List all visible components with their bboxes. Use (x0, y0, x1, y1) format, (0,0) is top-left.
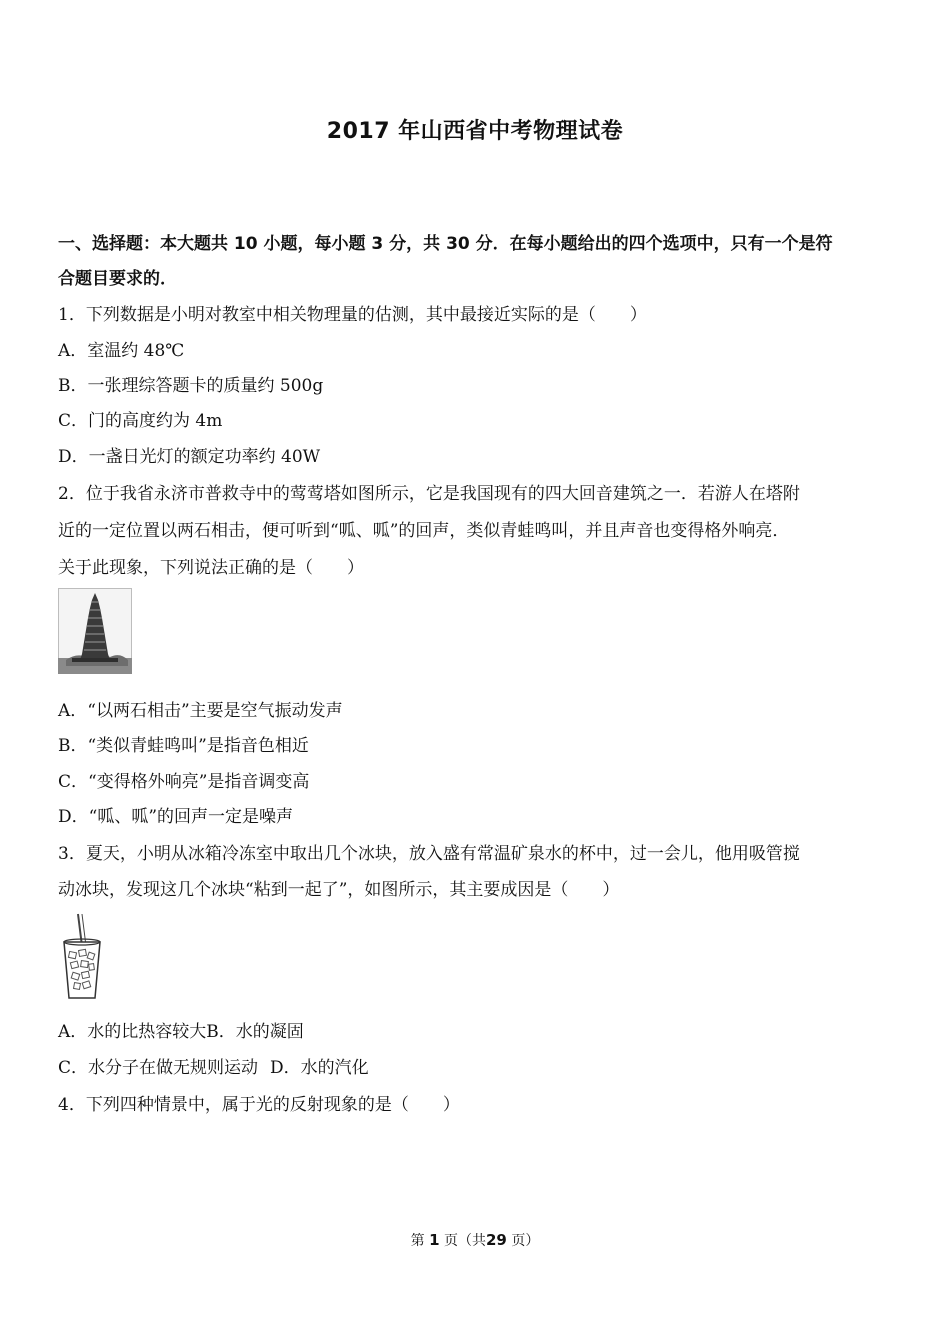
question-4-stem: 4．下列四种情景中，属于光的反射现象的是（ ） (58, 1095, 460, 1115)
question-3-stem-line2: 动冰块，发现这几个冰块“粘到一起了”，如图所示，其主要成因是（ ） (58, 880, 620, 900)
ice-cup-figure (58, 912, 106, 1002)
page-footer (0, 1230, 950, 1250)
question-3-option-b: B．水的凝固 (206, 1022, 304, 1042)
question-3-option-c: C．水分子在做无规则运动 (58, 1058, 259, 1078)
question-1-option-a: A．室温约 48℃ (58, 341, 185, 361)
question-3-options-row1 (58, 1021, 898, 1043)
question-2-option-d: D．“呱、呱”的回声一定是噪声 (58, 807, 294, 827)
question-2-stem-line1: 2．位于我省永济市普救寺中的莺莺塔如图所示，它是我国现有的四大回音建筑之一．若游人在塔附 (58, 484, 800, 504)
section-heading-line2: 合题目要求的． (58, 269, 177, 289)
question-2-option-c: C．“变得格外响亮”是指音调变高 (58, 772, 310, 792)
question-3-stem-line1: 3．夏天，小明从冰箱冷冻室中取出几个冰块，放入盛有常温矿泉水的杯中，过一会儿，他用吸管搅 (58, 844, 800, 864)
question-3-option-a: A．水的比热容较大 (58, 1022, 207, 1042)
question-1-option-c: C．门的高度约为 4m (58, 411, 223, 431)
footer-total-pages: 29 (486, 1231, 507, 1249)
footer-suffix: 页） (511, 1233, 540, 1249)
question-3-options-row2 (58, 1057, 898, 1079)
question-2-stem-line2: 近的一定位置以两石相击，便可听到“呱、呱”的回声，类似青蛙鸣叫，并且声音也变得格外响亮． (58, 521, 790, 541)
pagoda-figure (58, 588, 132, 674)
footer-page-number: 1 (429, 1231, 440, 1249)
footer-prefix: 第 (410, 1233, 425, 1249)
question-1-option-d: D．一盏日光灯的额定功率约 40W (58, 447, 321, 467)
question-2-option-b: B．“类似青蛙鸣叫”是指音色相近 (58, 736, 309, 756)
question-2-stem-line3: 关于此现象，下列说法正确的是（ ） (58, 558, 364, 578)
page-title: 2017 年山西省中考物理试卷 (326, 119, 624, 144)
question-1-option-b: B．一张理综答题卡的质量约 500g (58, 376, 324, 396)
question-3-option-d: D．水的汽化 (270, 1058, 369, 1078)
footer-middle: 页（共 (444, 1233, 486, 1249)
section-heading-line1: 一、选择题：本大题共 10 小题，每小题 3 分，共 30 分．在每小题给出的四个选项中，只有一个是符 (58, 234, 833, 254)
question-1-stem: 1．下列数据是小明对教室中相关物理量的估测，其中最接近实际的是（ ） (58, 305, 647, 325)
question-2-option-a: A．“以两石相击”主要是空气振动发声 (58, 701, 343, 721)
